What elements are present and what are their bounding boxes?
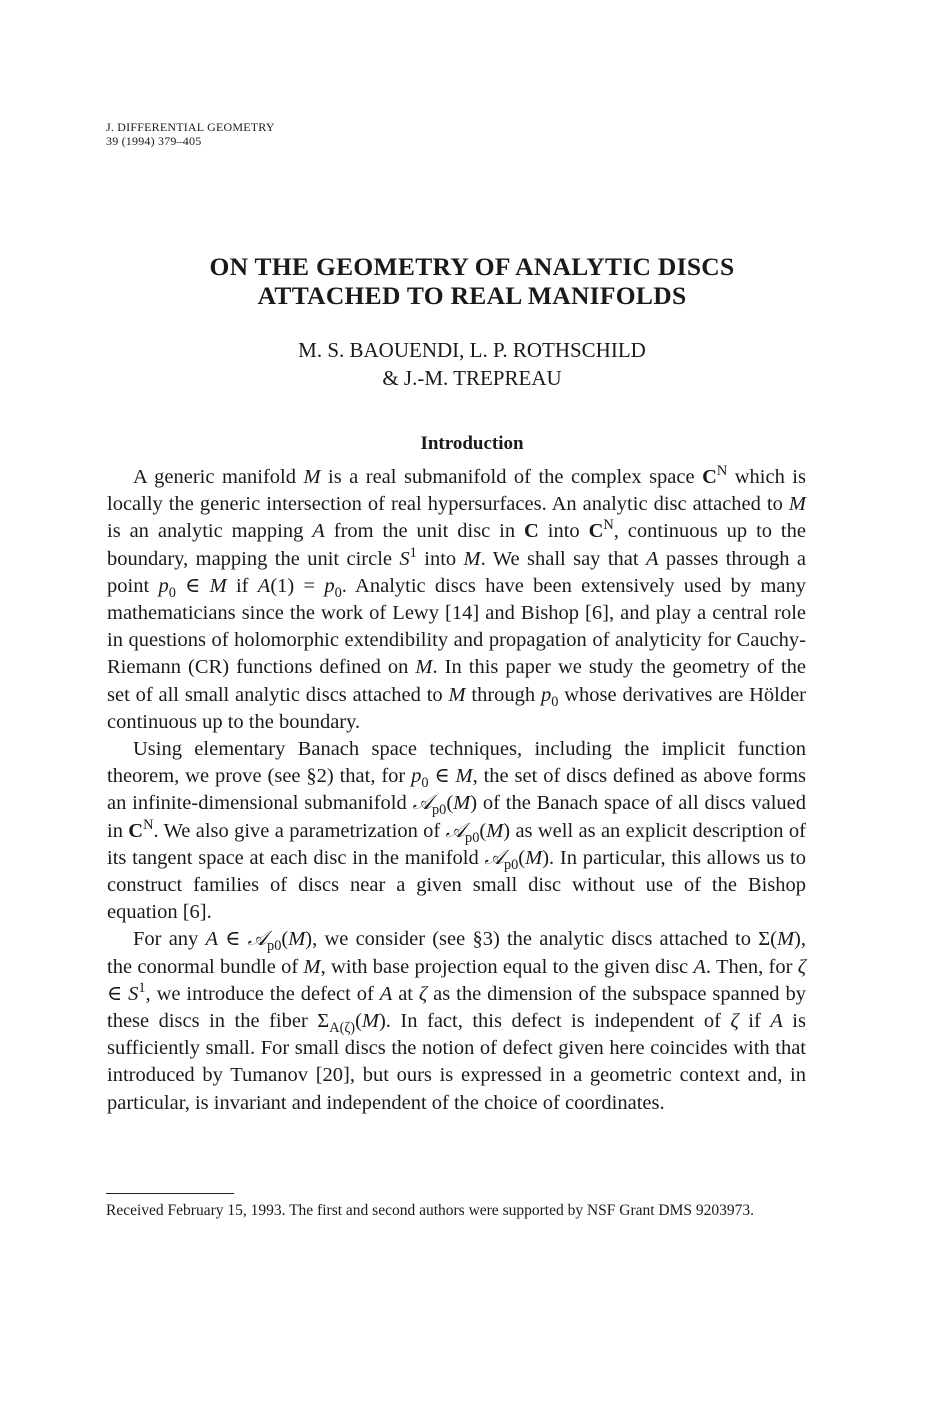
paragraph-2: Using elementary Banach space techniques, including the implicit function theorem, we prove (see §2) that, for $p_0$ ∈ M, the set of discs defined as above forms an infinite-dimensional submanifold 𝒜$_{p0}$(M) of the Banach space of all discs valued in $C^N$. We also give a parametrization of 𝒜$_{p0}$(M) as well as an explicit description of its tangent space at each disc in the manifold 𝒜$_{p0}$(M). In particular, this allows us to construct families of discs near a given small disc without use of the Bishop equation [6]. — [107, 738, 807, 924]
title-line-1: ON THE GEOMETRY OF ANALYTIC DISCS — [209, 252, 735, 281]
authors-line-2: & J.-M. TREPREAU — [382, 366, 562, 390]
journal-citation — [106, 120, 275, 148]
footnote-rule — [106, 1193, 234, 1194]
journal-name: J. DIFFERENTIAL GEOMETRY — [106, 120, 275, 134]
paragraph-1: A generic manifold M is a real submanifold of the complex space $C^N$ which is locally the generic intersection of real hypersurfaces. An analytic disc attached to M is an analytic mapping A from the unit disc in C into $C^N$, continuous up to the boundary, mapping the unit circle $S^1$ into M. We shall say that A passes through a point $p_0$ ∈ M if $A(1) = p_0$. Analytic discs have been extensively used by many mathematicians since the work of Lewy [14] and Bishop [6], and play a central role in questions of holomorphic extendibility and propagation of analyticity for Cauchy-Riemann (CR) functions defined on M. In this paper we study the geometry of the set of all small analytic discs attached to M through $p_0$ whose derivatives are Hölder continuous up to the boundary. — [107, 463, 806, 733]
journal-volume-pages: 39 (1994) 379–405 — [106, 134, 202, 148]
paragraph-3: For any A ∈ 𝒜$_{p0}$(M), we consider (see §3) the analytic discs attached to Σ(M), the conormal bundle of M, with base projection equal to the given disc A. Then, for ζ ∈ $S^1$, we introduce the defect of A at ζ as the dimension of the subspace spanned by these discs in the fiber $\Sigma_{A(\zeta)}(M)$. In fact, this defect is independent of ζ if A is sufficiently small. For small discs the notion of defect given here coincides with that introduced by Tumanov [20], but ours is expressed in a geometric context and, in particular, is invariant and independent of the choice of coordinates. — [107, 928, 807, 1114]
footnote: Received February 15, 1993. The first and second authors were supported by NSF Grant DMS 9203973. — [106, 1202, 755, 1219]
section-heading: Introduction — [420, 433, 524, 454]
title-line-2: ATTACHED TO REAL MANIFOLDS — [257, 281, 687, 310]
paper-title — [0, 252, 944, 310]
authors-line-1: M. S. BAOUENDI, L. P. ROTHSCHILD — [298, 338, 646, 362]
body-text — [107, 464, 806, 1117]
author-list — [0, 336, 944, 392]
